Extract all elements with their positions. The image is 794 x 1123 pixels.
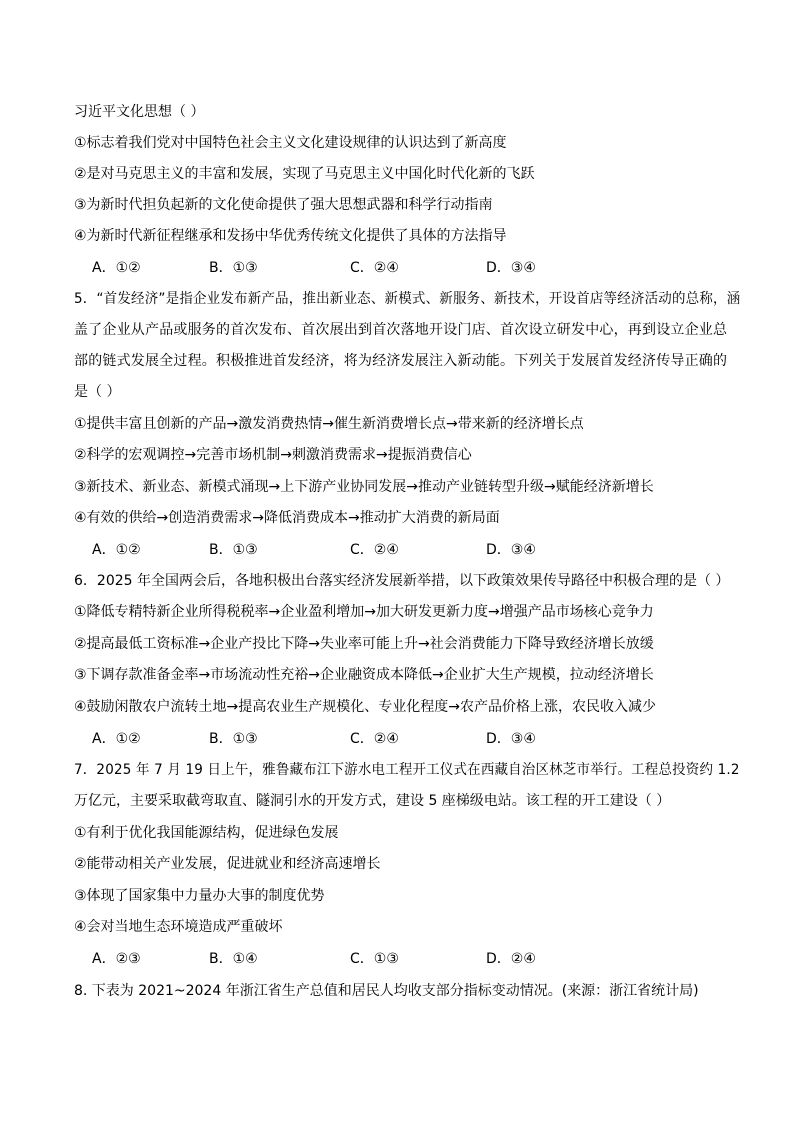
q5-stem-line-2: 盖了企业从产品或服务的首次发布、首次展出到首次落地开设门店、首次设立研发中心，再到设立企业总 <box>74 322 728 338</box>
q5-item-1: ①提供丰富且创新的产品→激发消费热情→催生新消费增长点→带来新的经济增长点 <box>74 416 584 432</box>
q6-option-c[interactable]: C．②④ <box>350 731 399 747</box>
q5-item-4: ④有效的供给→创造消费需求→降低消费成本→推动扩大消费的新局面 <box>74 510 500 526</box>
q7-option-b[interactable]: B．①④ <box>209 951 258 967</box>
q5-stem-line-1: 5．“首发经济”是指企业发布新产品，推出新业态、新模式、新服务、新技术，开设首店等经济活动的总称，涵 <box>74 291 741 307</box>
q7-options <box>92 949 612 969</box>
q7-option-d[interactable]: D．②④ <box>486 951 536 967</box>
q7-stem-line-2: 万亿元，主要采取截弯取直、隧洞引水的开发方式，建设 5 座梯级电站。该工程的开工建设（ ） <box>74 793 671 809</box>
q4-stem-tail: 习近平文化思想（ ） <box>74 104 205 120</box>
q6-options <box>92 729 612 749</box>
q6-option-a[interactable]: A．①② <box>92 731 141 747</box>
q5-option-b[interactable]: B．①③ <box>209 542 258 558</box>
q4-item-2: ②是对马克思主义的丰富和发展，实现了马克思主义中国化时代化新的飞跃 <box>74 166 535 182</box>
q5-stem-line-4: 是（ ） <box>74 384 121 400</box>
q4-option-a[interactable]: A．①② <box>92 260 141 276</box>
q6-stem: 6．2025 年全国两会后，各地积极出台落实经济发展新举措，以下政策效果传导路径中积极合理的是（ ） <box>74 573 730 589</box>
q7-item-3: ③体现了国家集中力量办大事的制度优势 <box>74 888 325 904</box>
q7-item-4: ④会对当地生态环境造成严重破坏 <box>74 919 283 935</box>
q5-option-d[interactable]: D．③④ <box>486 542 536 558</box>
q4-item-3: ③为新时代担负起新的文化使命提供了强大思想武器和科学行动指南 <box>74 197 493 213</box>
q4-option-d[interactable]: D．③④ <box>486 260 536 276</box>
q4-item-1: ①标志着我们党对中国特色社会主义文化建设规律的认识达到了新高度 <box>74 135 507 151</box>
q7-stem-line-1: 7．2025 年 7 月 19 日上午，雅鲁藏布江下游水电工程开工仪式在西藏自治区林芝市举行。工程总投资约 1.2 <box>74 762 740 778</box>
q6-item-4: ④鼓励闲散农户流转土地→提高农业生产规模化、专业化程度→农产品价格上涨，农民收入减少 <box>74 699 657 715</box>
q5-stem-line-3: 部的链式发展全过程。积极推进首发经济，将为经济发展注入新动能。下列关于发展首发经济传导正确的 <box>74 353 728 369</box>
q4-options <box>92 258 612 278</box>
q6-option-b[interactable]: B．①③ <box>209 731 258 747</box>
q7-item-2: ②能带动相关产业发展，促进就业和经济高速增长 <box>74 856 381 872</box>
q5-option-a[interactable]: A．①② <box>92 542 141 558</box>
q6-item-1: ①降低专精特新企业所得税税率→企业盈利增加→加大研发更新力度→增强产品市场核心竞争力 <box>74 604 654 620</box>
q5-options <box>92 540 612 560</box>
q7-option-c[interactable]: C．①③ <box>350 951 399 967</box>
q5-item-3: ③新技术、新业态、新模式涌现→上下游产业协同发展→推动产业链转型升级→赋能经济新增长 <box>74 479 654 495</box>
q5-item-2: ②科学的宏观调控→完善市场机制→刺激消费需求→提振消费信心 <box>74 447 472 463</box>
q7-option-a[interactable]: A．②③ <box>92 951 141 967</box>
q4-option-c[interactable]: C．②④ <box>350 260 399 276</box>
q5-option-c[interactable]: C．②④ <box>350 542 399 558</box>
q4-item-4: ④为新时代新征程继承和发扬中华优秀传统文化提供了具体的方法指导 <box>74 228 507 244</box>
q4-option-b[interactable]: B．①③ <box>209 260 258 276</box>
q6-item-3: ③下调存款准备金率→市场流动性充裕→企业融资成本降低→企业扩大生产规模，拉动经济增长 <box>74 667 654 683</box>
q6-option-d[interactable]: D．③④ <box>486 731 536 747</box>
q7-item-1: ①有利于优化我国能源结构，促进绿色发展 <box>74 825 339 841</box>
q6-item-2: ②提高最低工资标准→企业产投比下降→失业率可能上升→社会消费能力下降导致经济增长放缓 <box>74 636 654 652</box>
q8-stem: 8. 下表为 2021~2024 年浙江省生产总值和居民人均收支部分指标变动情况。(来源：浙江省统计局) <box>74 983 699 999</box>
